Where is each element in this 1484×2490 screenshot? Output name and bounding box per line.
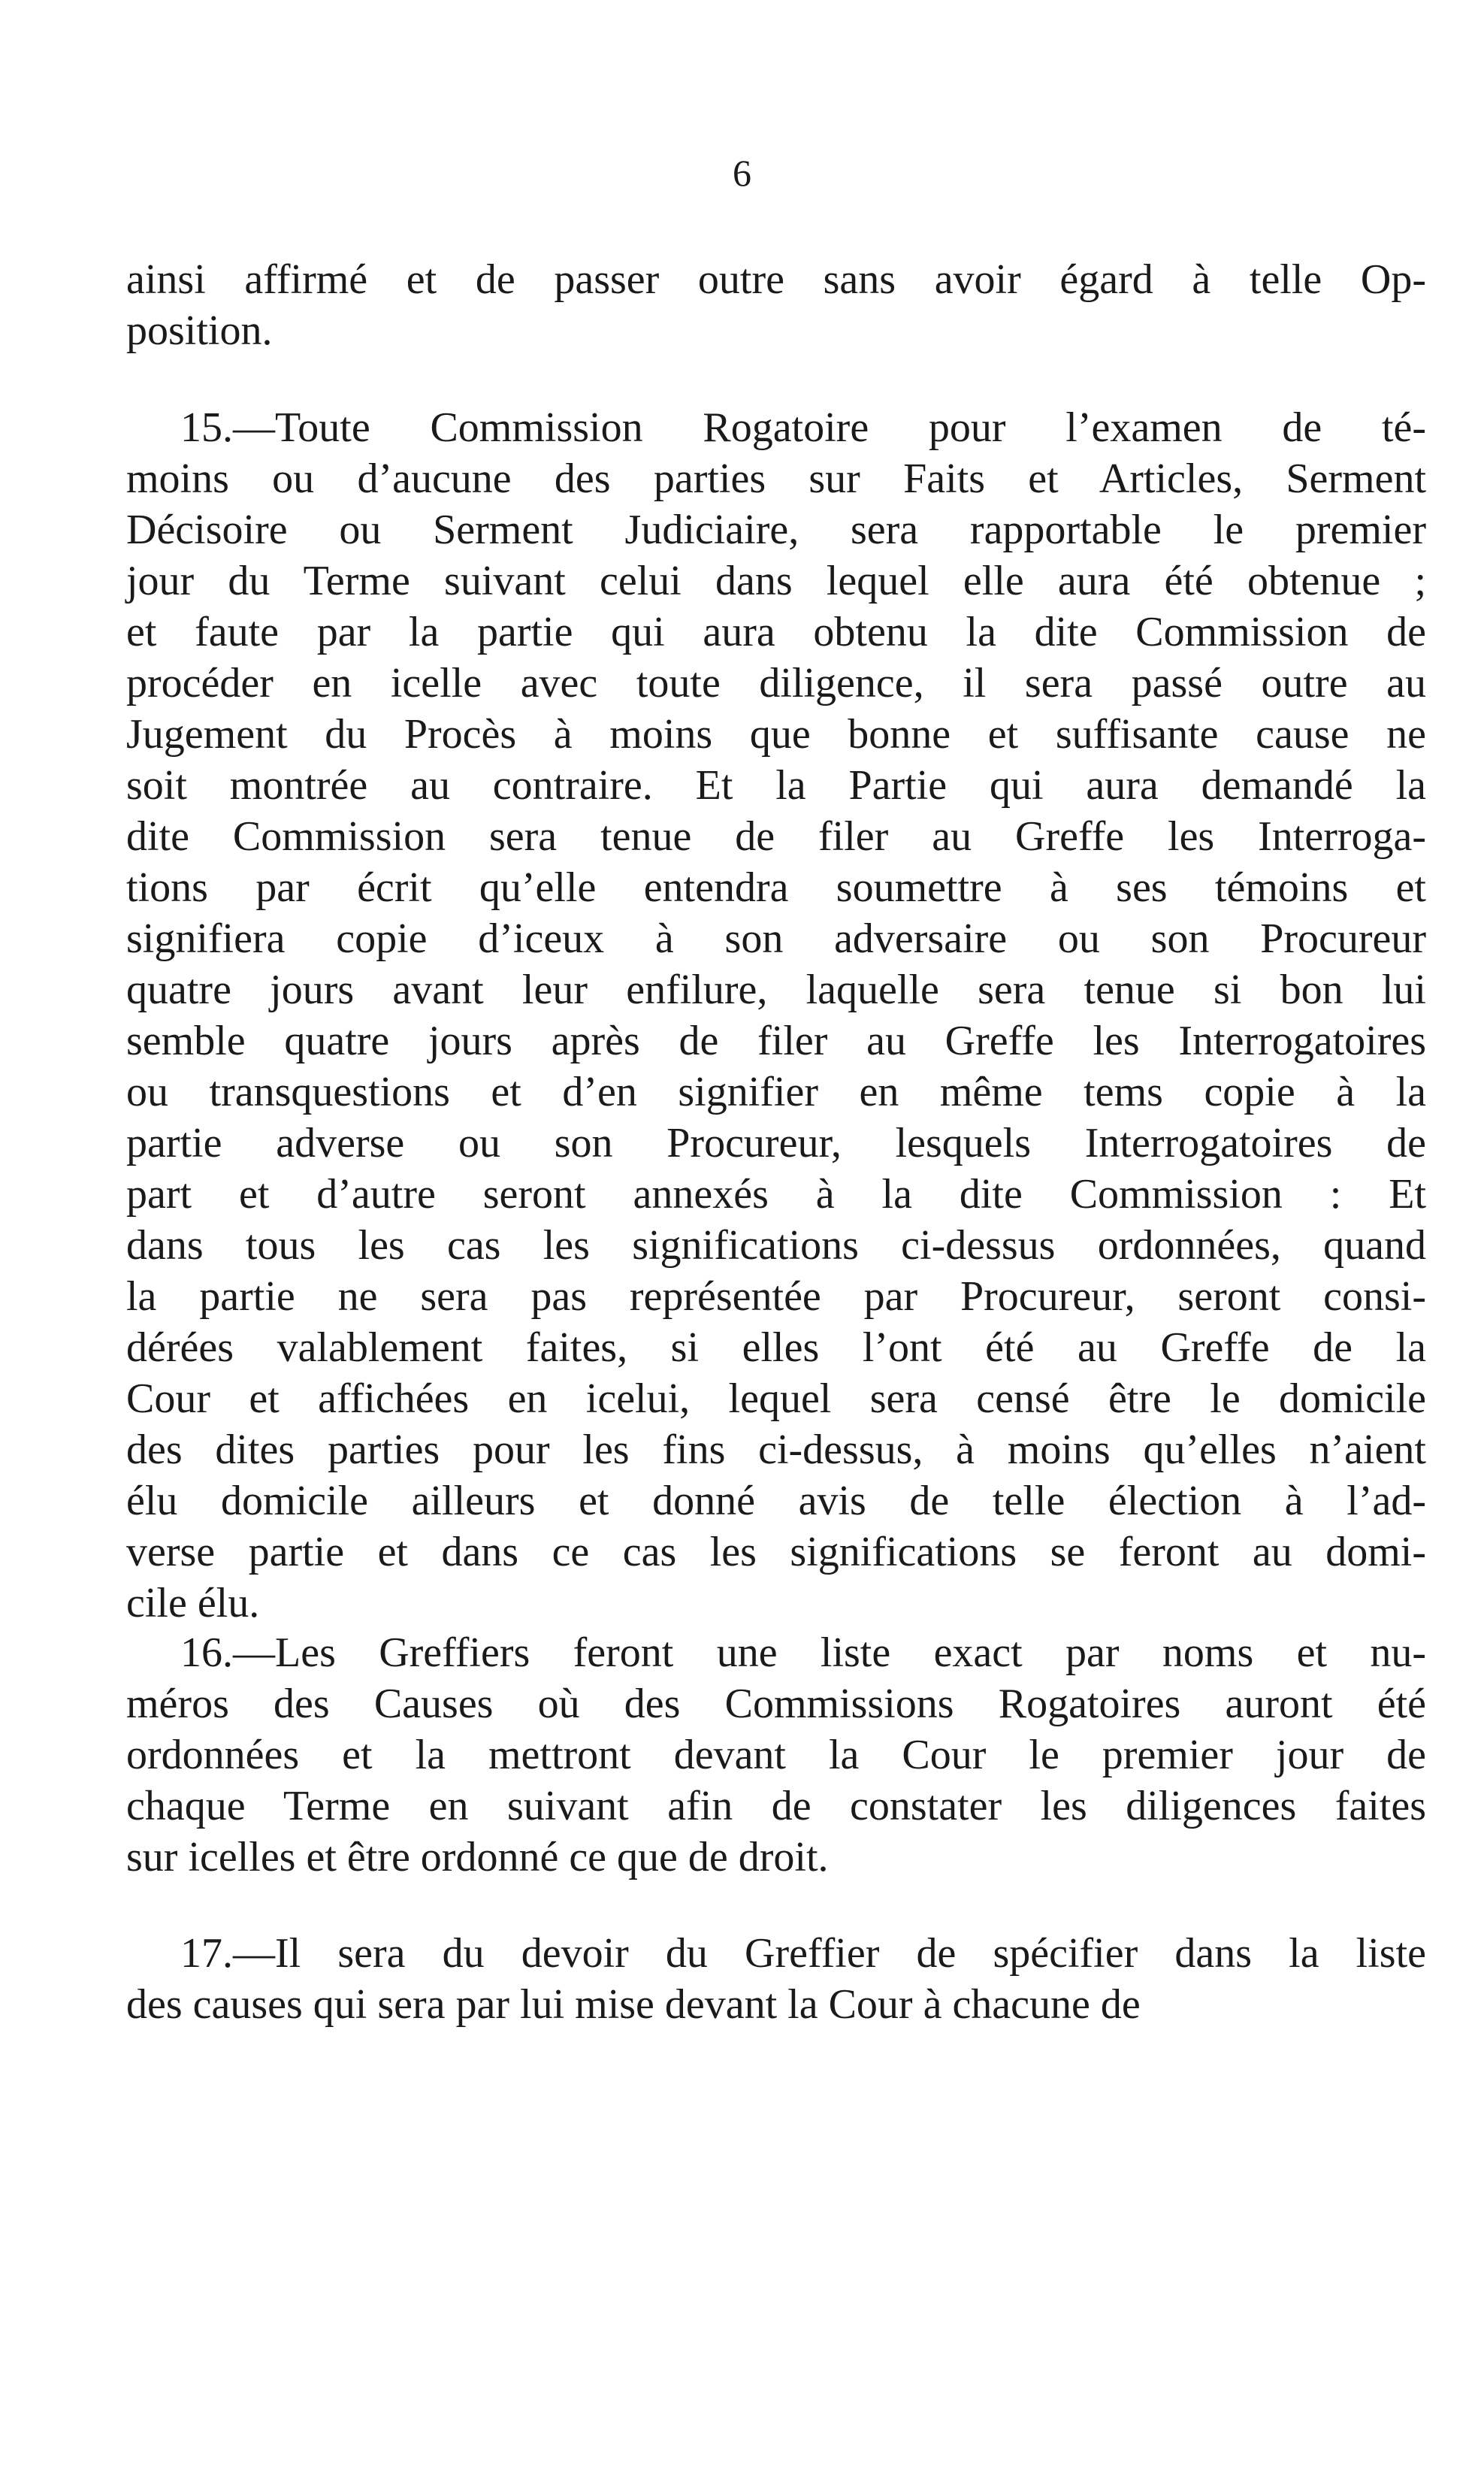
text-line: élu domicile ailleurs et donné avis de telle élection à l’ad-	[126, 1478, 1426, 1524]
text-line: verse partie et dans ce cas les significations se feront au domi-	[126, 1529, 1426, 1575]
text-line: partie adverse ou son Procureur, lesquels Interrogatoires de	[126, 1120, 1426, 1166]
text-line: 16.—Les Greffiers feront une liste exact par noms et nu-	[180, 1629, 1426, 1676]
text-line: Jugement du Procès à moins que bonne et suffisante cause ne	[126, 711, 1426, 758]
text-line: dérées valablement faites, si elles l’ont été au Greffe de la	[126, 1324, 1426, 1371]
paragraph-article-17	[126, 1928, 1426, 2030]
text-line: position.	[126, 307, 273, 354]
text-line: ordonnées et la mettront devant la Cour le premier jour de	[126, 1732, 1426, 1778]
text-line: moins ou d’aucune des parties sur Faits et Articles, Serment	[126, 455, 1426, 502]
paragraph-article-16	[126, 1627, 1426, 1883]
text-line: dans tous les cas les significations ci-dessus ordonnées, quand	[126, 1222, 1426, 1269]
text-line: quatre jours avant leur enfilure, laquelle sera tenue si bon lui	[126, 967, 1426, 1013]
text-line: dite Commission sera tenue de filer au Greffe les Interroga-	[126, 813, 1426, 860]
text-line: part et d’autre seront annexés à la dite Commission : Et	[126, 1171, 1426, 1218]
text-line: des causes qui sera par lui mise devant la Cour à chacune de	[126, 1981, 1141, 2028]
text-line: 15.—Toute Commission Rogatoire pour l’examen de té-	[180, 404, 1426, 451]
text-line: semble quatre jours après de filer au Greffe les Interrogatoires	[126, 1018, 1426, 1064]
text-line: méros des Causes où des Commissions Rogatoires auront été	[126, 1681, 1426, 1727]
text-line: cile élu.	[126, 1580, 260, 1626]
text-line: ou transquestions et d’en signifier en même tems copie à la	[126, 1069, 1426, 1115]
page-number: 6	[733, 152, 751, 194]
paragraph-article-15	[126, 402, 1426, 1629]
text-line: la partie ne sera pas représentée par Procureur, seront consi-	[126, 1273, 1426, 1320]
text-line: soit montrée au contraire. Et la Partie qui aura demandé la	[126, 762, 1426, 809]
text-line: tions par écrit qu’elle entendra soumettre à ses témoins et	[126, 864, 1426, 911]
text-line: procéder en icelle avec toute diligence, il sera passé outre au	[126, 660, 1426, 706]
text-line: jour du Terme suivant celui dans lequel elle aura été obtenue ;	[126, 558, 1426, 604]
text-line: 17.—Il sera du devoir du Greffier de spécifier dans la liste	[180, 1930, 1426, 1977]
text-line: Cour et affichées en icelui, lequel sera censé être le domicile	[126, 1375, 1426, 1422]
text-line: signifiera copie d’iceux à son adversaire ou son Procureur	[126, 915, 1426, 962]
text-line: des dites parties pour les fins ci-dessus, à moins qu’elles n’aient	[126, 1427, 1426, 1473]
text-line: sur icelles et être ordonné ce que de droit.	[126, 1834, 829, 1880]
paragraph-opposition	[126, 254, 1426, 356]
text-line: ainsi affirmé et de passer outre sans avoir égard à telle Op-	[126, 256, 1426, 303]
text-line: et faute par la partie qui aura obtenu la dite Commission de	[126, 609, 1426, 655]
text-line: Décisoire ou Serment Judiciaire, sera rapportable le premier	[126, 507, 1426, 553]
text-line: chaque Terme en suivant afin de constater les diligences faites	[126, 1783, 1426, 1829]
